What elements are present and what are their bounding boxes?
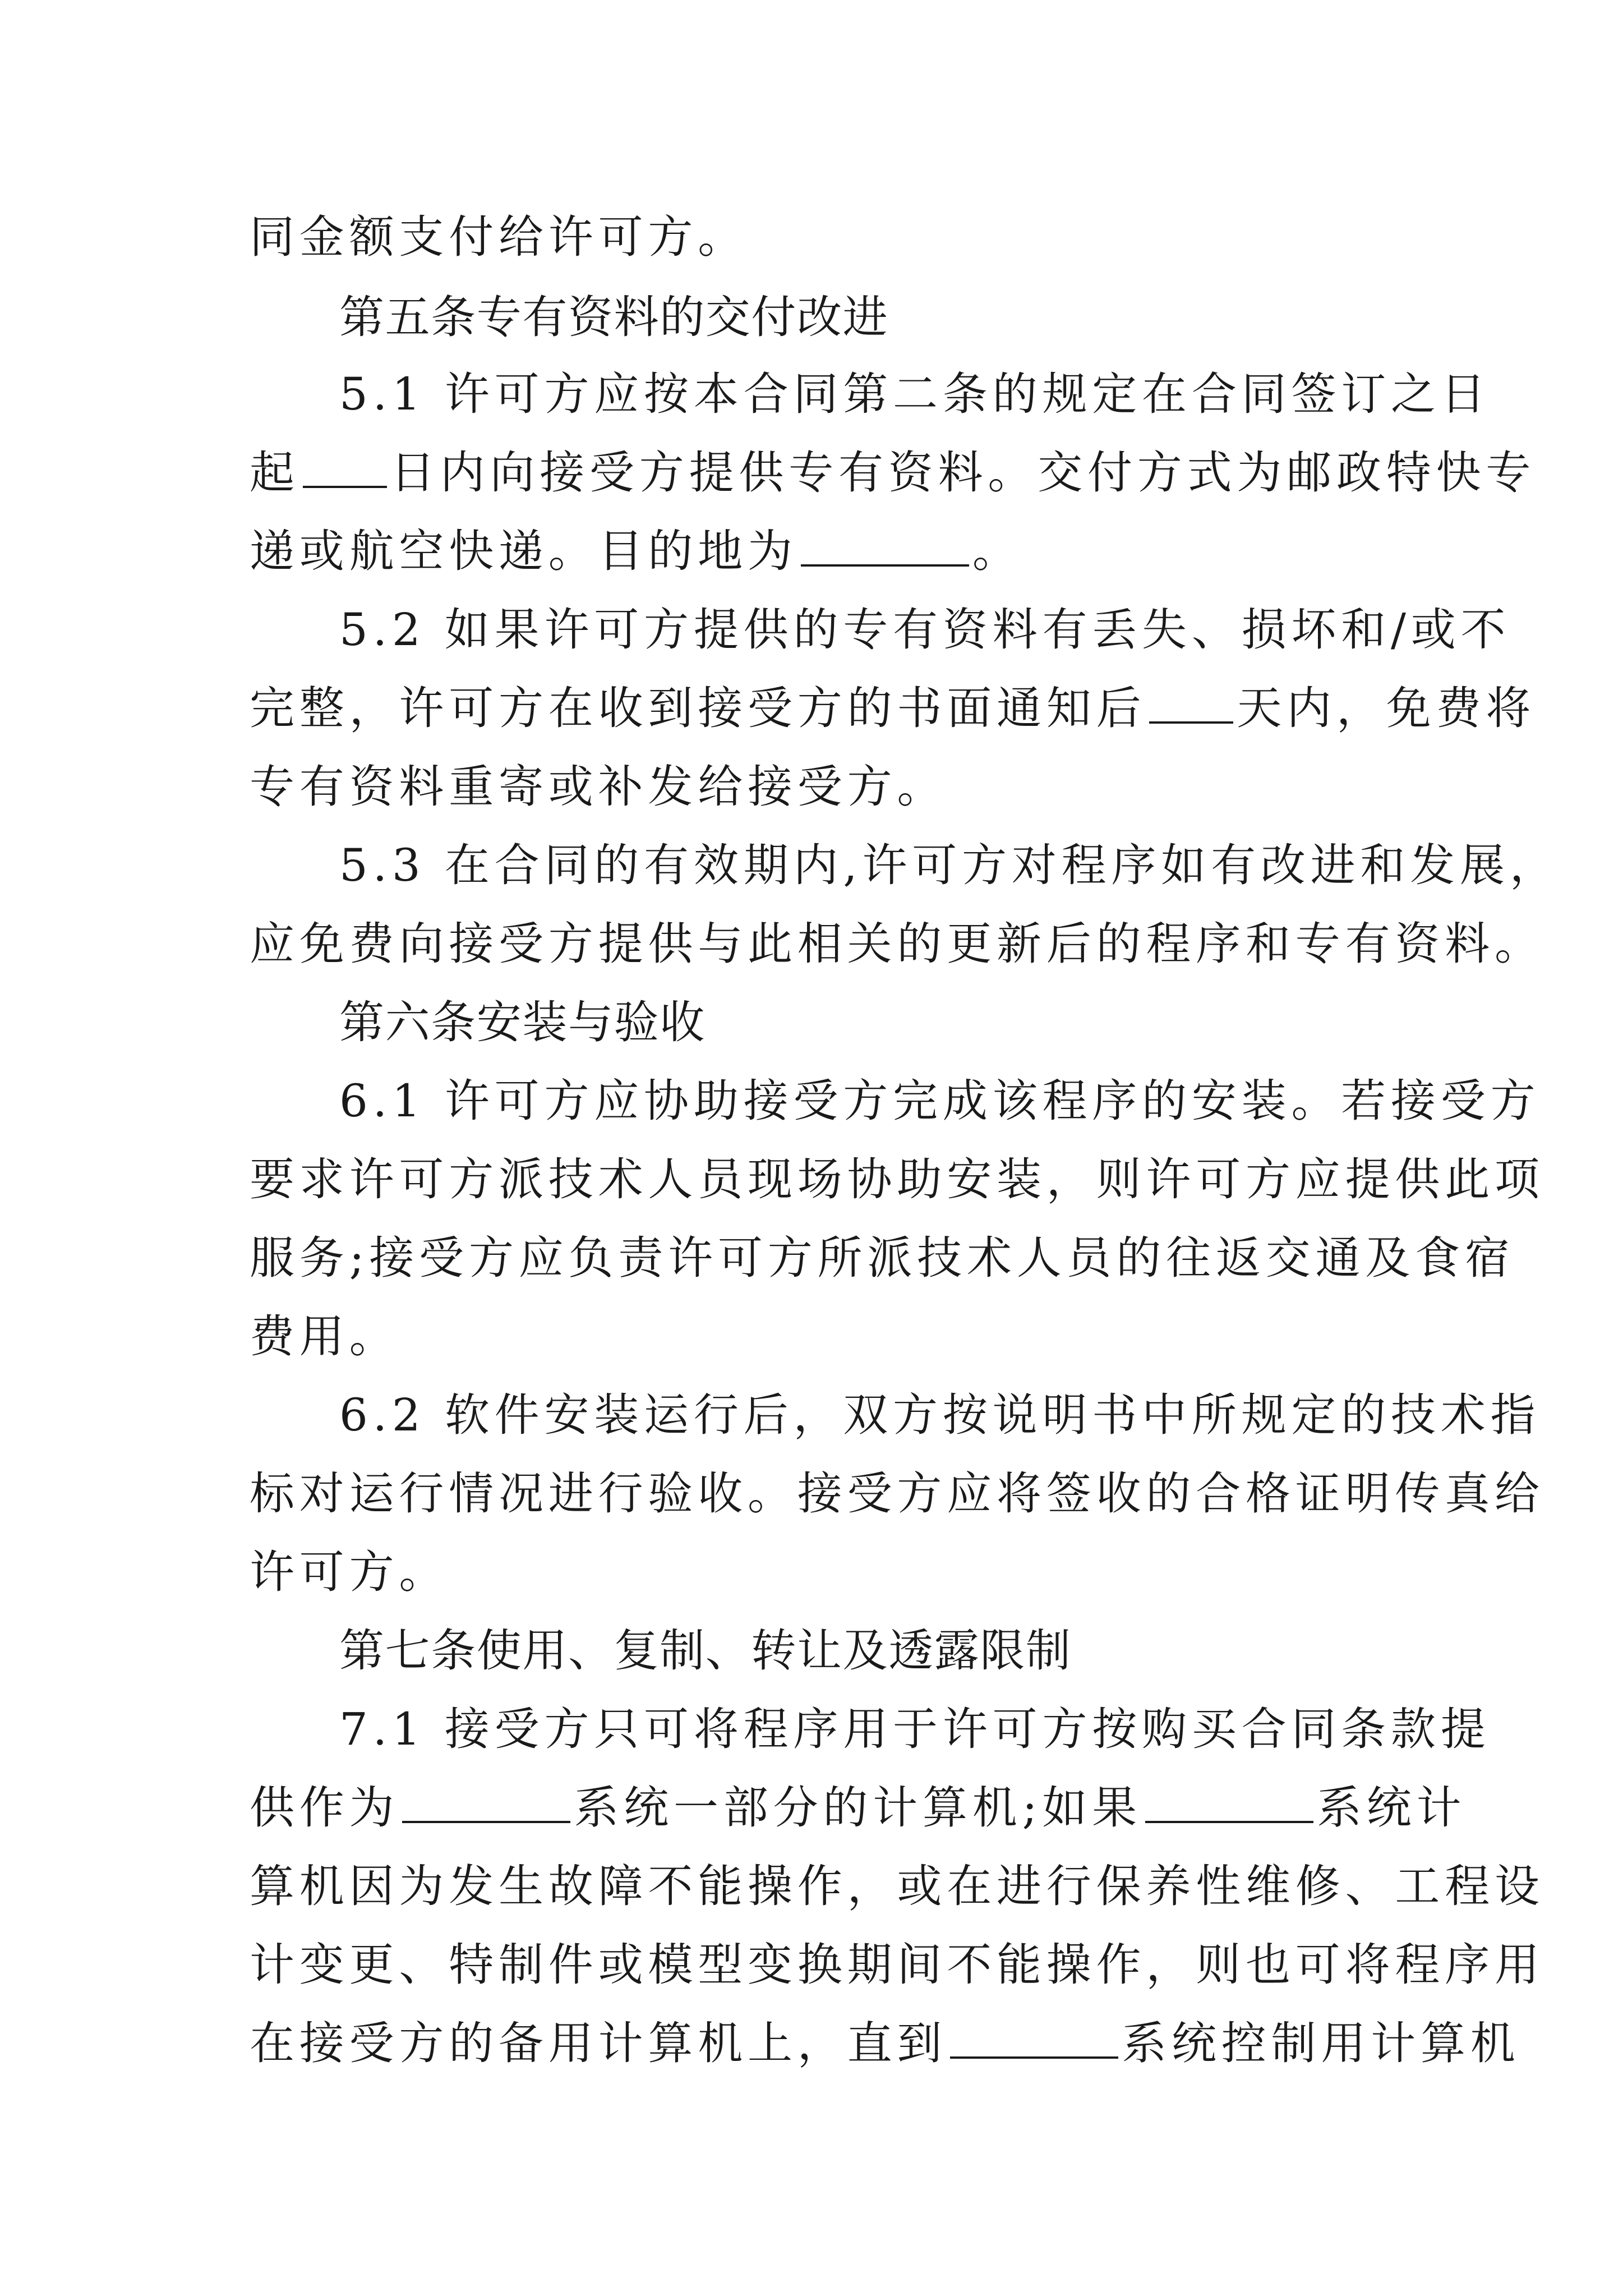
- text-line: [339, 603, 1511, 659]
- text-segment: 7.1 接受方只可将程序用于许可方按购买合同条款提: [339, 1703, 1491, 1755]
- fill-in-blank[interactable]: [801, 528, 969, 567]
- text-line: [339, 367, 1489, 424]
- text-line: [339, 839, 1560, 895]
- fill-in-blank[interactable]: [402, 1785, 570, 1823]
- text-segment: 计变更、特制件或模型变换期间不能操作，则也可将程序用: [250, 1939, 1544, 1991]
- text-segment: 第六条安装与验收: [339, 996, 706, 1048]
- text-segment: 应免费向接受方提供与此相关的更新后的程序和专有资料。: [250, 918, 1544, 970]
- text-segment: 算机因为发生故障不能操作，或在进行保养性维修、工程设: [250, 1860, 1544, 1912]
- text-segment: 完整，许可方在收到接受方的书面通知后: [250, 682, 1146, 734]
- text-segment: 在接受方的备用计算机上，直到: [250, 2017, 947, 2069]
- text-segment: 6.2 软件安装运行后，双方按说明书中所规定的技术指: [339, 1389, 1541, 1441]
- text-segment: 费用。: [250, 1310, 399, 1363]
- text-segment: 递或航空快递。目的地为: [250, 525, 797, 577]
- text-line: [339, 1388, 1541, 1444]
- text-line: [250, 1938, 1544, 1994]
- text-line: [339, 1074, 1541, 1130]
- text-segment: 系统一部分的计算机;如果: [574, 1782, 1142, 1834]
- fill-in-blank[interactable]: [1145, 1785, 1313, 1823]
- text-segment: 许可方。: [250, 1546, 449, 1598]
- fill-in-blank[interactable]: [1149, 685, 1233, 724]
- text-segment: 第五条专有资料的交付改进: [339, 291, 889, 343]
- text-segment: 5.2 如果许可方提供的专有资料有丢失、损坏和/或不: [339, 604, 1511, 656]
- text-line: [250, 917, 1544, 973]
- text-segment: 。: [972, 525, 1022, 577]
- section-heading: [339, 291, 1489, 347]
- text-segment: 服务;接受方应负责许可方所派技术人员的往返交通及食宿: [250, 1232, 1515, 1284]
- text-line: [250, 1781, 1467, 1837]
- text-segment: 专有资料重寄或补发给接受方。: [250, 761, 947, 813]
- text-line: [250, 1467, 1544, 1523]
- text-line: [339, 1703, 1489, 1759]
- text-line: [250, 524, 1399, 581]
- text-segment: 供作为: [250, 1782, 399, 1834]
- text-segment: 要求许可方派技术人员现场协助安装，则许可方应提供此项: [250, 1153, 1544, 1205]
- text-line: [250, 446, 1536, 502]
- text-segment: 同金额支付给许可方。: [250, 211, 748, 263]
- text-segment: 系统控制用计算机: [1122, 2017, 1520, 2069]
- text-line: [250, 760, 1399, 816]
- text-segment: 系统计: [1316, 1782, 1467, 1834]
- text-segment: 5.3 在合同的有效期内,许可方对程序如有改进和发展，: [339, 839, 1560, 891]
- text-line: [250, 1860, 1544, 1916]
- fill-in-blank[interactable]: [303, 450, 387, 488]
- fill-in-blank[interactable]: [950, 2021, 1118, 2059]
- text-line: [250, 1310, 1399, 1366]
- section-heading: [339, 1624, 1489, 1680]
- text-segment: 日内向接受方提供专有资料。交付方式为邮政特快专: [390, 447, 1536, 499]
- text-line: [250, 1545, 1399, 1602]
- text-line: [250, 2017, 1520, 2073]
- section-heading: [339, 996, 1489, 1052]
- text-line: [250, 1231, 1515, 1287]
- text-segment: 起: [250, 447, 299, 499]
- text-segment: 天内，免费将: [1237, 682, 1536, 734]
- text-line: [250, 682, 1536, 738]
- text-line: [250, 1153, 1544, 1209]
- text-segment: 5.1 许可方应按本合同第二条的规定在合同签订之日: [339, 368, 1491, 420]
- text-segment: 标对运行情况进行验收。接受方应将签收的合格证明传真给: [250, 1467, 1544, 1520]
- text-segment: 6.1 许可方应协助接受方完成该程序的安装。若接受方: [339, 1075, 1541, 1127]
- text-line: [250, 210, 1399, 266]
- text-segment: 第七条使用、复制、转让及透露限制: [339, 1625, 1072, 1677]
